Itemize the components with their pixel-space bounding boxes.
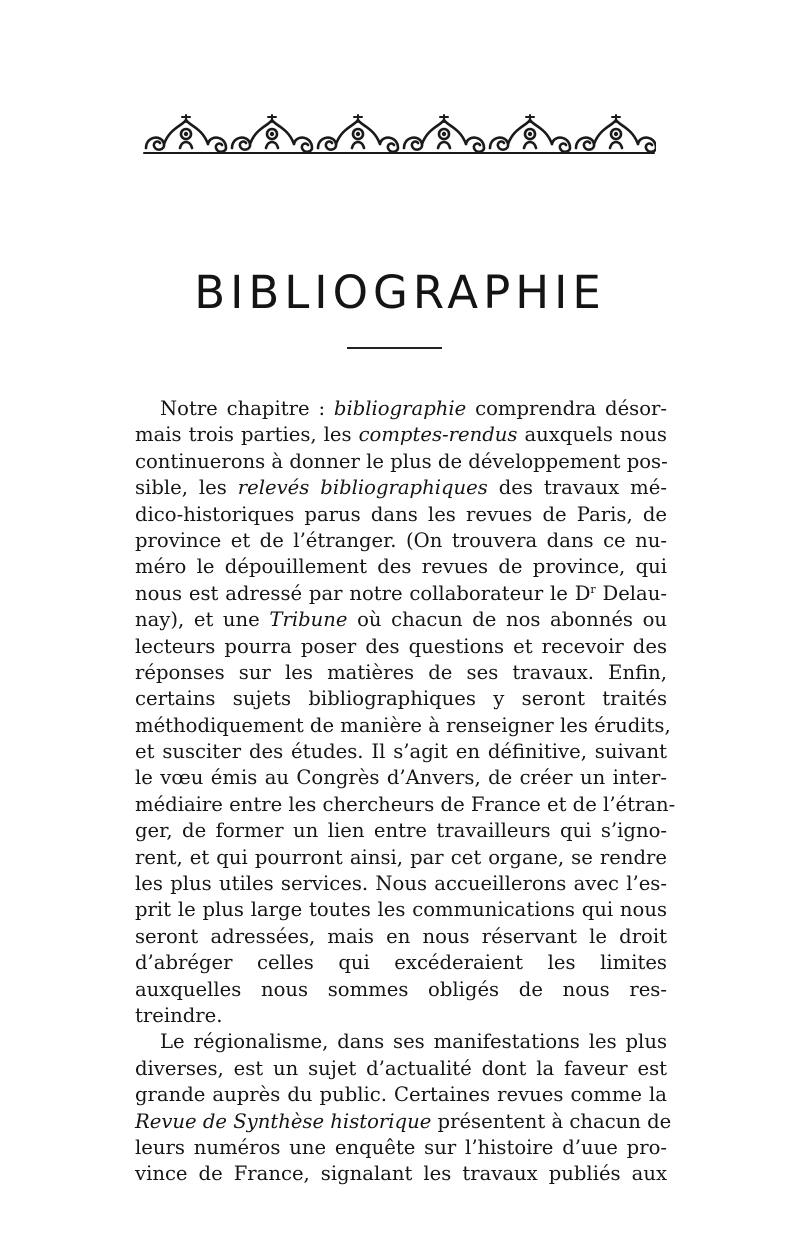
text-segment: continuerons à donner le plus de développement pos- <box>135 449 668 473</box>
text-segment: Le régionalisme, dans ses manifestations les plus <box>160 1030 667 1054</box>
text-segment: méro le dépouillement des revues de province, qui <box>135 555 667 579</box>
text-segment: Notre chapitre : <box>160 397 334 420</box>
decorative-headpiece-ornament <box>142 112 656 162</box>
text-line <box>135 1003 667 1029</box>
text-segment: comprendra désor- <box>466 397 668 420</box>
text-segment: les plus utiles services. Nous accueillerons avec l’es- <box>135 872 667 896</box>
superscript-text: r <box>590 582 596 596</box>
text-segment: auxquels nous <box>517 423 667 447</box>
title-divider-rule <box>347 347 442 349</box>
text-line <box>135 897 667 923</box>
text-line <box>135 554 667 580</box>
text-segment: nous est adressé par notre collaborateur le D <box>135 581 591 605</box>
ornament-scrollwork-icon <box>142 112 656 162</box>
text-segment: seront adressées, mais en nous réservant le droit <box>135 924 667 948</box>
text-segment: leurs numéros une enquête sur l’histoire d’uue pro- <box>135 1135 667 1159</box>
text-line <box>135 634 667 660</box>
text-segment: et susciter des études. Il s’agit en définitive, suivant <box>135 740 667 764</box>
italic-title-text: comptes-rendus <box>358 423 518 447</box>
italic-title-text: bibliographie <box>333 397 467 420</box>
text-line <box>135 924 667 950</box>
text-segment: mais trois parties, les <box>135 423 359 447</box>
text-segment: rent, et qui pourront ainsi, par cet organe, se rendre <box>135 845 667 869</box>
text-segment: certains sujets bibliographiques y seront traités <box>135 687 667 711</box>
text-segment: Delau- <box>595 581 667 605</box>
italic-title-text: relevés bibliographiques <box>237 476 488 500</box>
text-line <box>135 845 667 871</box>
page-title: BIBLIOGRAPHIE <box>194 266 606 319</box>
text-segment: vince de France, signalant les travaux publiés aux <box>135 1162 667 1186</box>
text-segment: où chacun de nos abonnés ou <box>347 608 667 632</box>
text-line <box>135 871 667 897</box>
text-line <box>135 977 667 1003</box>
text-segment: dico-historiques parus dans les revues de Paris, de <box>135 502 667 526</box>
text-line <box>135 475 667 501</box>
text-line <box>135 607 667 633</box>
text-line <box>135 581 667 607</box>
text-segment: médiaire entre les chercheurs de France et de l’étran- <box>135 792 676 816</box>
text-line <box>135 502 667 528</box>
text-segment: lecteurs pourra poser des questions et recevoir des <box>135 634 667 658</box>
text-segment: prit le plus large toutes les communications qui nous <box>135 898 667 922</box>
text-line <box>135 1056 667 1082</box>
text-segment: le vœu émis au Congrès d’Anvers, de créer un inter- <box>135 766 667 790</box>
text-line <box>135 818 667 844</box>
text-segment: province et de l’étranger. (On trouvera dans ce nu- <box>135 528 667 552</box>
text-line <box>135 1082 667 1108</box>
text-segment: présentent à chacun de <box>431 1109 672 1133</box>
text-line <box>135 686 667 712</box>
italic-title-text: Tribune <box>269 608 348 632</box>
text-segment: méthodiquement de manière à renseigner les érudits, <box>135 713 671 737</box>
text-segment: sible, les <box>135 476 238 500</box>
text-line <box>135 660 667 686</box>
text-segment: auxquelles nous sommes obligés de nous res- <box>135 977 667 1001</box>
text-segment: ger, de former un lien entre travailleurs qui s’igno- <box>135 819 667 843</box>
text-segment: d’abréger celles qui excéderaient les limites <box>135 951 667 975</box>
text-line <box>135 739 667 765</box>
text-line <box>135 1135 667 1161</box>
text-segment: grande auprès du public. Certaines revues comme la <box>135 1083 667 1107</box>
text-line <box>135 950 667 976</box>
text-line <box>135 396 667 422</box>
text-line <box>135 765 667 791</box>
italic-title-text: Revue de Synthèse historique <box>135 1109 432 1133</box>
body-text <box>135 396 676 1188</box>
text-line <box>135 713 671 739</box>
text-segment: diverses, est un sujet d’actualité dont la faveur est <box>135 1056 667 1080</box>
text-line <box>135 528 667 554</box>
text-segment: treindre. <box>135 1003 223 1027</box>
text-line <box>135 1029 667 1055</box>
text-line <box>135 792 676 818</box>
text-line <box>135 422 667 448</box>
text-line <box>135 1109 672 1135</box>
text-segment: réponses sur les matières de ses travaux. Enfin, <box>135 660 667 684</box>
text-line <box>135 449 667 475</box>
text-line <box>135 1161 667 1187</box>
text-segment: des travaux mé- <box>487 476 667 500</box>
text-segment: nay), et une <box>135 608 270 632</box>
